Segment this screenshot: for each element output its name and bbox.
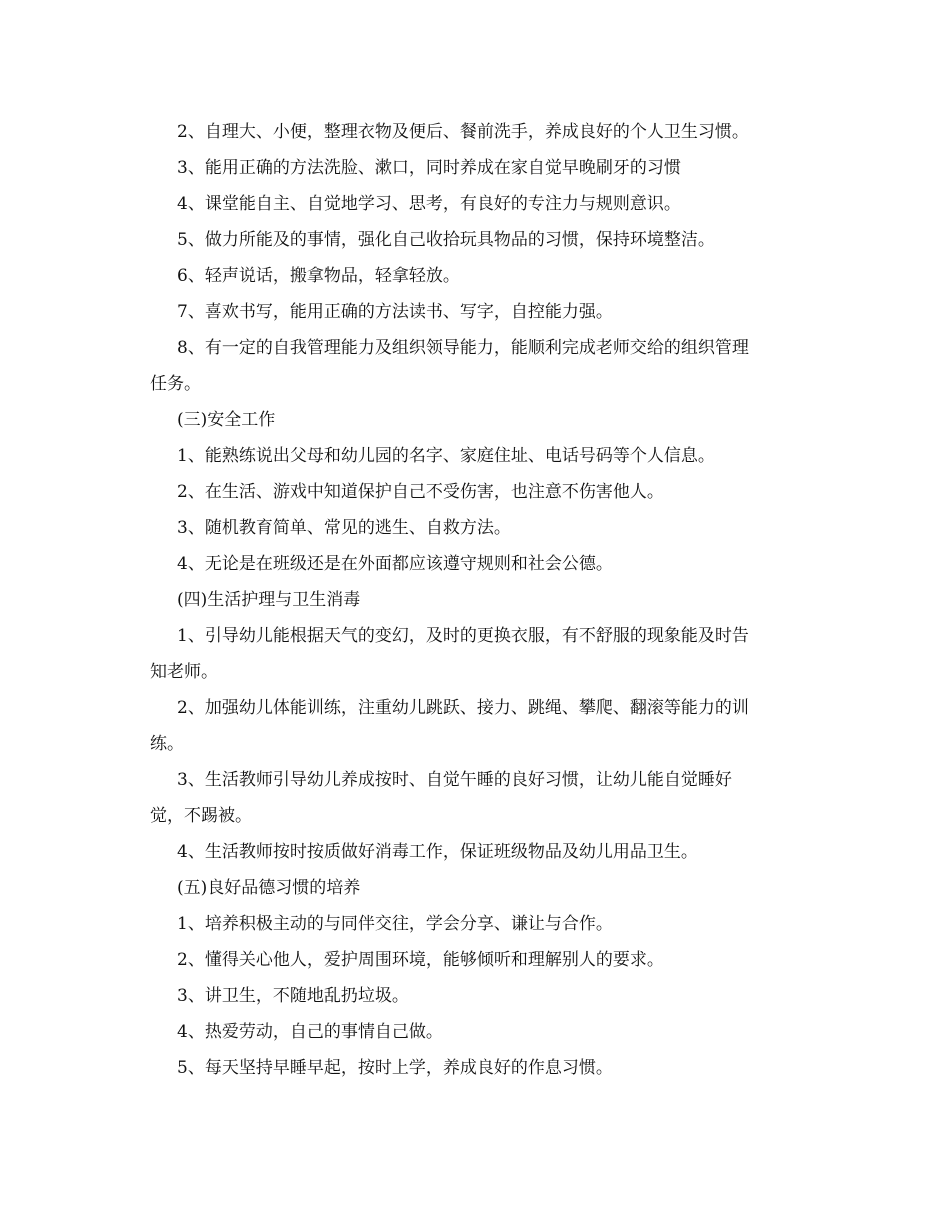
list-item-peer-communication: 1、培养积极主动的与同伴交往，学会分享、谦让与合作。: [177, 914, 613, 934]
list-item-weather-clothes: 1、引导幼儿能根据天气的变幻，及时的更换衣服，有不舒服的现象能及时告: [177, 626, 749, 646]
list-item-no-littering: 3、讲卫生，不随地乱扔垃圾。: [177, 986, 409, 1006]
list-item-daily-routine: 5、每天坚持早睡早起，按时上学，养成良好的作息习惯。: [177, 1058, 613, 1078]
section-heading-moral-habits: (五)良好品德习惯的培养: [177, 878, 361, 898]
list-item-weather-clothes-continued: 知老师。: [150, 662, 218, 682]
section-heading-safety: (三)安全工作: [177, 410, 276, 430]
list-item-caring-others: 2、懂得关心他人，爱护周围环境，能够倾听和理解别人的要求。: [177, 950, 664, 970]
list-item-self-management-continued: 任务。: [150, 374, 201, 394]
list-item-writing: 7、喜欢书写，能用正确的方法读书、写字，自控能力强。: [177, 302, 613, 322]
list-item-disinfection: 4、生活教师按时按质做好消毒工作，保证班级物品及幼儿用品卫生。: [177, 842, 698, 862]
list-item-physical-training-continued: 练。: [150, 734, 184, 754]
section-heading-care-disinfection: (四)生活护理与卫生消毒: [177, 590, 361, 610]
list-item-nap-habits-continued: 觉，不踢被。: [150, 806, 252, 826]
list-item-washing-habits: 3、能用正确的方法洗脸、漱口，同时养成在家自觉早晚刷牙的习惯: [177, 158, 681, 178]
list-item-self-protection: 2、在生活、游戏中知道保护自己不受伤害，也注意不伤害他人。: [177, 482, 664, 502]
list-item-quiet-speech: 6、轻声说话，搬拿物品，轻拿轻放。: [177, 266, 460, 286]
list-item-nap-habits: 3、生活教师引导幼儿养成按时、自觉午睡的良好习惯，让幼儿能自觉睡好: [177, 770, 732, 790]
list-item-physical-training: 2、加强幼儿体能训练，注重幼儿跳跃、接力、跳绳、攀爬、翻滚等能力的训: [177, 698, 749, 718]
list-item-public-rules: 4、无论是在班级还是在外面都应该遵守规则和社会公德。: [177, 554, 613, 574]
document-body: [150, 114, 815, 1086]
list-item-escape-methods: 3、随机教育简单、常见的逃生、自救方法。: [177, 518, 511, 538]
list-item-classroom-learning: 4、课堂能自主、自觉地学习、思考，有良好的专注力与规则意识。: [177, 194, 681, 214]
list-item-personal-info: 1、能熟练说出父母和幼儿园的名字、家庭住址、电话号码等个人信息。: [177, 446, 715, 466]
list-item-love-labor: 4、热爱劳动，自己的事情自己做。: [177, 1022, 443, 1042]
list-item-self-management: 8、有一定的自我管理能力及组织领导能力，能顺利完成老师交给的组织管理: [177, 338, 749, 358]
list-item-hygiene-habits: 2、自理大、小便，整理衣物及便后、餐前洗手，养成良好的个人卫生习惯。: [177, 122, 749, 142]
list-item-tidying-toys: 5、做力所能及的事情，强化自己收拾玩具物品的习惯，保持环境整洁。: [177, 230, 715, 250]
